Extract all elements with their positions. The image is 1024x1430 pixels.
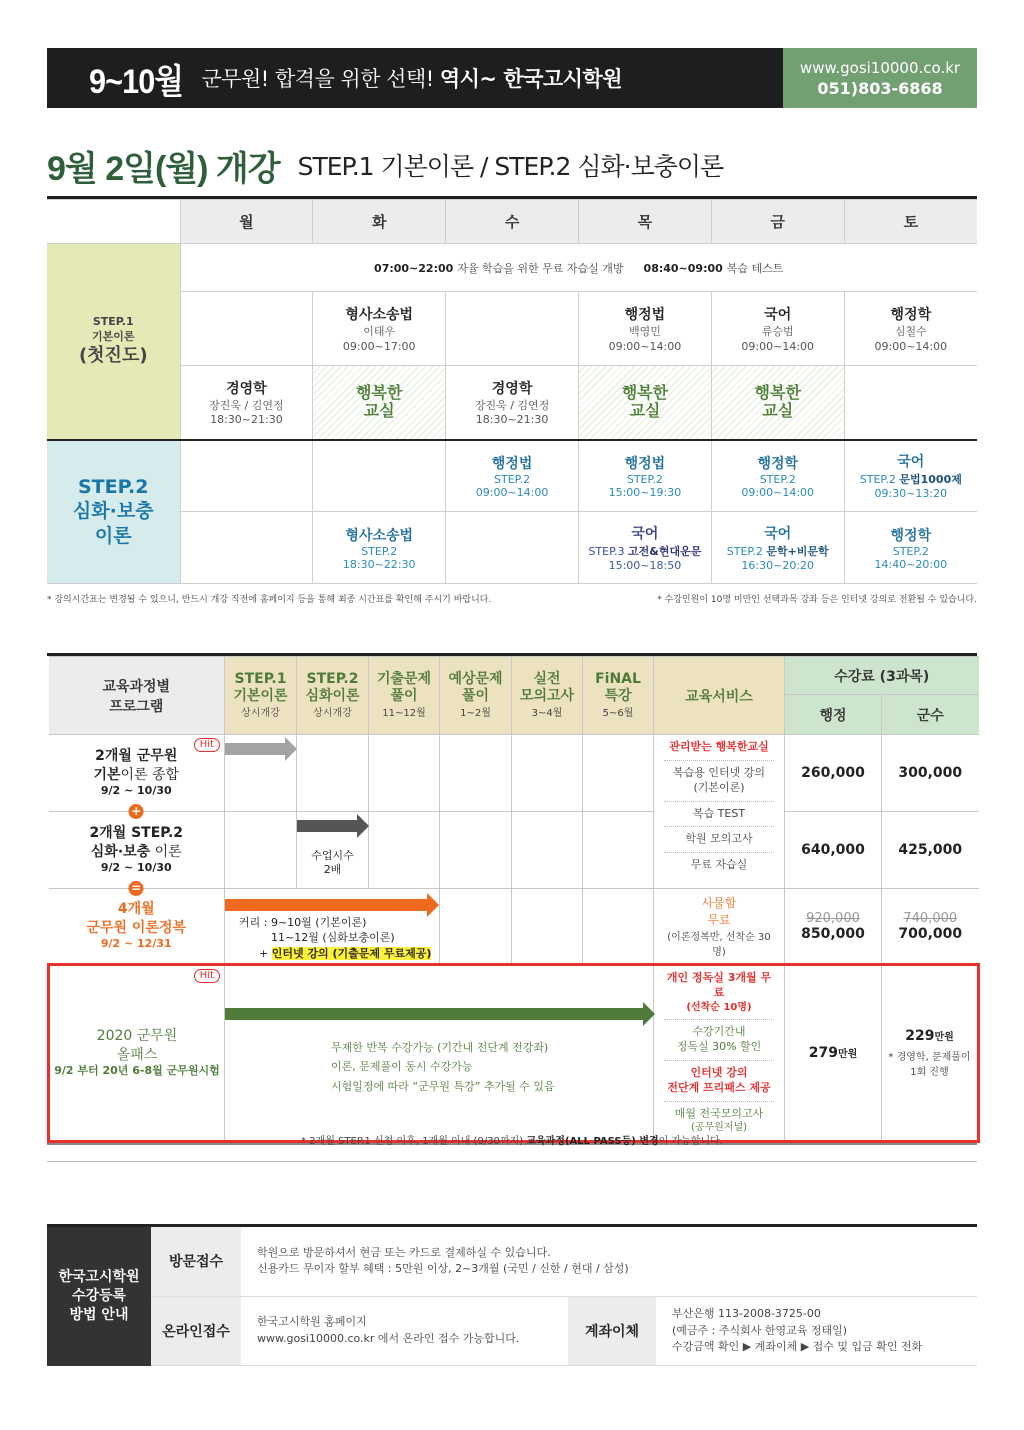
class-subject: 국어 (897, 454, 925, 471)
happy-label: 교실 (363, 401, 395, 421)
step-topic: 고전&현대운문 (628, 545, 702, 558)
side-line: 방법 안내 (69, 1306, 129, 1323)
timeline-cell (583, 812, 654, 889)
equals-icon: = (129, 881, 144, 896)
fee-admin (785, 889, 882, 965)
registration-side-label (47, 1227, 151, 1366)
class-time: 09:00~17:00 (342, 339, 416, 353)
service-header: 교육서비스 (654, 657, 785, 735)
note-line: * 경영학, 문제풀이 (888, 1051, 971, 1063)
plus-icon: + (129, 804, 144, 819)
program-name: 올패스 (116, 1046, 158, 1063)
class-cell (578, 440, 711, 512)
hit-badge: Hit (194, 738, 220, 752)
class-time: 09:00~14:00 (741, 339, 815, 353)
timeline-cell (512, 889, 583, 965)
service-item: 무료 자습실 (690, 858, 748, 872)
service-item (664, 761, 774, 802)
visit-line: 신용카드 무이자 할부 혜택 : 5만원 이상, 2~3개월 (국민 / 신한 / 현대 / 삼성) (257, 1262, 629, 1276)
class-time: 09:30~13:20 (874, 487, 948, 501)
stage-title: 특강 (604, 687, 632, 704)
stage-period: 11~12월 (382, 708, 426, 720)
step1-label-line: 기본이론 (91, 329, 135, 343)
program-name-bold: 기본 (93, 766, 121, 783)
program-date: 9/2 부터 20년 6-8월 군무원시험 (54, 1064, 220, 1078)
program-name-line (91, 844, 182, 860)
fee-header: 수강료 (3과목) (785, 657, 979, 695)
header-line: 프로그램 (109, 698, 164, 715)
timeline-cell (440, 812, 512, 889)
day-mon: 월 (180, 200, 313, 244)
class-subject: 경영학 (226, 381, 267, 398)
old-price: 740,000 (903, 910, 958, 926)
step-tag: STEP.2 (726, 545, 763, 558)
stage-title: 기출문제 (376, 670, 432, 687)
arrow-right-icon (297, 820, 357, 832)
visit-line: 학원으로 방문하셔서 현금 또는 카드로 결제하실 수 있습니다. (257, 1245, 551, 1259)
stage-title: STEP.1 (234, 670, 287, 687)
highlighted-text: 인터넷 강의 (기출문제 무료제공) (271, 946, 432, 960)
visit-text (241, 1227, 977, 1296)
step2-row-evening (47, 512, 977, 584)
stage-period: 1~2월 (460, 708, 491, 720)
program-date: 9/2 ~ 10/30 (100, 784, 172, 798)
price-amount: 229 (905, 1027, 935, 1044)
class-time: 16:30~20:20 (741, 559, 815, 572)
class-time: 18:30~22:30 (342, 557, 416, 571)
program-footnote (47, 1132, 977, 1162)
class-cell (711, 512, 844, 584)
notice-time: 07:00~22:00 (374, 261, 454, 275)
banner-contact (783, 48, 977, 108)
timeline-cell (583, 735, 654, 812)
class-cell (313, 292, 446, 366)
sale-price: 850,000 (801, 925, 865, 942)
note-line: 1회 진행 (910, 1066, 949, 1078)
service-line: (기본이론) (693, 780, 745, 794)
empty-cell (180, 440, 313, 512)
service-item (664, 1020, 774, 1061)
class-teacher: 장진욱 / 김연정 (474, 399, 550, 413)
fee-military: 300,000 (882, 735, 979, 812)
happy-classroom-cell (711, 366, 844, 440)
allpass-description (331, 1038, 555, 1096)
fee-admin: 260,000 (785, 735, 882, 812)
phone-number[interactable]: 051)803-6868 (817, 78, 943, 98)
schedule-note-right: * 수강인원이 10명 미만인 선택과목 강좌 등은 인터넷 강의로 전환될 수 있습니다. (657, 595, 977, 605)
happy-classroom-cell (313, 366, 446, 440)
bank-line: 수강금액 확인 ▶ 계좌이체 ▶ 접수 및 입금 확인 전화 (672, 1340, 923, 1353)
happy-label: 교실 (762, 401, 794, 421)
service-line: 사물함 (701, 896, 737, 910)
stage-title: 실전 (533, 670, 561, 687)
program-row (49, 812, 979, 889)
stage-period: 상시개강 (313, 708, 352, 720)
banner-headline (47, 48, 783, 108)
old-price: 920,000 (806, 910, 860, 926)
class-subject: 행정법 (624, 307, 666, 324)
desc-line: 무제한 반복 수강가능 (기간내 전단계 전강좌) (331, 1041, 549, 1054)
class-step: STEP.2 (361, 544, 398, 558)
fee-military: 425,000 (882, 812, 979, 889)
happy-label: 행복한 (621, 382, 669, 402)
timeline-cell (512, 812, 583, 889)
step2-row-day (47, 440, 977, 512)
visit-registration (151, 1227, 977, 1297)
service-line: (선착순 10명) (686, 1001, 752, 1013)
class-step (579, 543, 711, 559)
class-time: 09:00~14:00 (741, 485, 815, 499)
desc-line: 시험일정에 따라 “군무원 특강” 추가될 수 있음 (331, 1079, 555, 1093)
program-name-cell (49, 965, 225, 1142)
side-line: 수강등록 (71, 1288, 127, 1305)
class-subject: 행정법 (491, 455, 533, 472)
class-subject: 경영학 (491, 381, 533, 398)
class-step: STEP.2 (759, 472, 796, 486)
class-time: 18:30~21:30 (475, 413, 549, 427)
banner-slogan (201, 63, 622, 93)
timeline-note: 2배 (323, 863, 342, 876)
weekly-schedule-table (47, 196, 977, 584)
timeline-cell (440, 889, 512, 965)
allpass-row (49, 965, 979, 1142)
class-step (845, 471, 977, 487)
timeline-cell (297, 735, 369, 812)
empty-cell (844, 366, 977, 440)
program-table (47, 653, 977, 1145)
class-time: 09:00~14:00 (608, 339, 682, 353)
stage-header (297, 657, 369, 735)
class-subject: 형사소송법 (345, 307, 414, 324)
program-name-rest: 이론 (150, 843, 182, 860)
study-room-notice-row (47, 244, 977, 292)
banner-slogan-bold: 역시~ 한국고시학원 (439, 67, 623, 91)
curriculum-text (239, 915, 431, 961)
class-subject: 행정법 (624, 455, 666, 472)
class-step: STEP.2 (494, 472, 531, 486)
fee-military-header: 군수 (882, 695, 979, 735)
title-subtitle: STEP.1 기본이론 / STEP.2 심화·보충이론 (297, 152, 724, 181)
schedule-header-row (47, 200, 977, 244)
page-title (47, 140, 977, 190)
class-teacher: 이태우 (363, 325, 396, 339)
day-thu: 목 (578, 200, 711, 244)
stage-period: 3~4월 (531, 708, 563, 720)
class-step (712, 543, 844, 559)
program-header-row (49, 657, 979, 695)
price-note (882, 1048, 977, 1078)
class-subject: 행정학 (757, 455, 799, 472)
class-teacher: 심철수 (894, 325, 927, 339)
timeline-cell (297, 812, 369, 889)
price-amount: 279 (808, 1044, 838, 1061)
registration-guide (47, 1224, 977, 1366)
sale-price: 700,000 (898, 925, 963, 942)
footnote-text: * 2개월 STEP.1 신청 이후, 1개월 이내 (9/30까지) (301, 1136, 527, 1147)
step-tag: STEP.2 (859, 473, 896, 487)
stage-title: STEP.2 (306, 670, 359, 687)
class-cell (578, 292, 711, 366)
service-line: 인터넷 강의 (690, 1065, 748, 1079)
class-subject: 국어 (631, 526, 659, 542)
timeline-cell (225, 965, 654, 1142)
service-line: 개인 정독실 3개월 무료 (666, 971, 772, 999)
program-name-rest: 이론 종합 (120, 766, 180, 783)
timeline-cell (512, 735, 583, 812)
step2-label-line: 이론 (94, 525, 132, 548)
bank-line: (예금주 : 주식회사 한영교육 정태일) (672, 1323, 848, 1337)
stage-period: 5~6월 (602, 708, 634, 720)
program-name: 2개월 군무원 (95, 747, 178, 764)
program-name-cell (49, 735, 225, 818)
empty-cell (313, 440, 446, 512)
program-row (49, 889, 979, 965)
empty-cell (180, 512, 313, 584)
empty-cell (446, 512, 579, 584)
class-time: 15:00~18:50 (608, 559, 682, 572)
plus-sign: + (259, 946, 272, 960)
class-subject: 행정학 (890, 307, 932, 324)
registration-body (151, 1227, 977, 1366)
step2-label (47, 440, 180, 584)
timeline-cell (583, 889, 654, 965)
service-line: 매월 전국모의고사 (674, 1106, 764, 1120)
online-line: 한국고시학원 홈페이지 (257, 1315, 367, 1329)
timeline-cell (369, 735, 440, 812)
step1-label-line: (첫진도) (78, 344, 148, 366)
service-item (664, 966, 774, 1020)
notice-text: 자율 학습을 위한 무료 자습실 개방 (457, 261, 624, 275)
stage-title: FiNAL (595, 670, 641, 687)
curriculum-line (239, 946, 431, 961)
class-subject: 국어 (764, 526, 792, 542)
fee-military (882, 889, 979, 965)
step1-row-evening (47, 366, 977, 440)
fee-admin (785, 965, 882, 1142)
step1-label-line: STEP.1 (92, 315, 134, 329)
service-line: (이론정복반, 선착순 30명) (667, 932, 771, 958)
online-link[interactable]: www.gosi10000.co.kr 에서 온라인 접수 가능합니다. (257, 1331, 520, 1345)
program-date: 9/2 ~ 12/31 (100, 937, 172, 951)
website-link[interactable]: www.gosi10000.co.kr (799, 58, 961, 77)
class-teacher: 백영민 (628, 325, 661, 339)
program-name: 2개월 STEP.2 (89, 824, 184, 841)
online-text (241, 1297, 568, 1366)
stage-header (583, 657, 654, 735)
timeline-cell (225, 812, 297, 889)
banner-month: 9~10월 (89, 62, 183, 101)
timeline-cell (225, 889, 440, 965)
class-subject: 행정학 (890, 527, 932, 544)
opening-date: 9월 2일(월) 개강 (47, 149, 280, 188)
program-name-cell (49, 812, 225, 895)
study-room-notice (180, 244, 977, 292)
schedule-notes (47, 592, 977, 605)
program-name: 군무원 이론정복 (86, 919, 187, 936)
day-sat: 토 (844, 200, 977, 244)
program-name-bold: 심화·보충 (90, 843, 151, 860)
service-line: 전단계 프리패스 제공 (667, 1080, 771, 1094)
bank-line: 부산은행 113-2008-3725-00 (672, 1307, 821, 1320)
class-cell (180, 366, 313, 440)
price-unit: 만원 (934, 1031, 954, 1043)
class-cell (844, 512, 977, 584)
arrow-right-icon (225, 899, 427, 911)
class-cell (313, 512, 446, 584)
stage-period: 상시개강 (241, 708, 280, 720)
empty-cell (446, 292, 579, 366)
fee-military (882, 965, 979, 1142)
class-cell (844, 440, 977, 512)
stage-title: 기본이론 (233, 687, 288, 704)
empty-cell (180, 292, 313, 366)
service-item: 학원 모의고사 (664, 827, 774, 853)
curriculum-line: 커리 : 9~10월 (기본이론) (239, 916, 367, 929)
notice-text: 복습 테스트 (726, 261, 784, 275)
visit-label: 방문접수 (151, 1227, 241, 1296)
footnote-bold: 교육과정(ALL PASS등) 변경 (526, 1136, 659, 1147)
timeline-cell (369, 812, 440, 889)
stage-header (440, 657, 512, 735)
class-cell (711, 292, 844, 366)
step-topic: 문법1000제 (899, 473, 962, 487)
side-line: 한국고시학원 (58, 1269, 140, 1286)
fee-admin: 640,000 (785, 812, 882, 889)
program-row (49, 735, 979, 812)
online-registration (151, 1297, 977, 1367)
service-line: 수강기간내 (692, 1025, 746, 1039)
day-wed: 수 (446, 200, 579, 244)
service-item: 복습 TEST (664, 802, 774, 828)
class-time: 15:00~19:30 (608, 485, 682, 499)
class-teacher: 류승범 (761, 325, 794, 339)
service-list (654, 889, 785, 965)
class-time: 09:00~14:00 (874, 339, 948, 353)
happy-classroom-cell (578, 366, 711, 440)
service-list (654, 965, 785, 1142)
class-cell (446, 366, 579, 440)
happy-label: 행복한 (356, 382, 403, 402)
notice-time: 08:40~09:00 (643, 261, 723, 275)
class-time: 18:30~21:30 (210, 413, 283, 427)
day-tue: 화 (313, 200, 446, 244)
class-step: STEP.2 (892, 544, 929, 558)
class-cell (446, 440, 579, 512)
step-tag: STEP.3 (588, 545, 625, 558)
class-cell (711, 440, 844, 512)
program-name-cell (49, 889, 225, 965)
stage-title: 예상문제 (448, 670, 503, 687)
class-step: STEP.2 (626, 472, 663, 486)
bank-transfer-text (656, 1297, 977, 1366)
top-banner (47, 48, 977, 108)
schedule-corner (47, 200, 180, 244)
desc-line: 이론, 문제풀이 동시 수강가능 (331, 1060, 473, 1074)
service-line: (공무원저널) (690, 1122, 748, 1134)
step1-row-day (47, 292, 977, 366)
timeline-cell (440, 735, 512, 812)
arrow-right-icon (225, 1008, 643, 1020)
class-cell (578, 512, 711, 584)
step2-label-line: STEP.2 (78, 475, 149, 498)
service-list (654, 735, 785, 889)
class-time: 09:00~14:00 (475, 485, 549, 499)
class-time: 14:40~20:00 (874, 557, 948, 571)
program-name-line (93, 767, 179, 783)
service-line: 무료 (707, 913, 731, 927)
class-teacher: 장진욱 / 김연정 (209, 399, 284, 413)
step1-label (47, 244, 180, 440)
step-topic: 문학+비문학 (766, 545, 829, 558)
service-item: 관리받는 행복한교실 (664, 735, 774, 761)
stage-title: 심화이론 (305, 687, 360, 704)
bank-transfer-label: 계좌이체 (568, 1297, 656, 1366)
day-fri: 금 (711, 200, 844, 244)
program-date: 9/2 ~ 10/30 (100, 861, 172, 875)
stage-header (512, 657, 583, 735)
arrow-right-icon (225, 743, 285, 755)
stage-header (225, 657, 297, 735)
hit-badge: Hit (194, 969, 220, 983)
fee-admin-header: 행정 (785, 695, 882, 735)
online-label: 온라인접수 (151, 1297, 241, 1366)
program-name: 4개월 (117, 900, 155, 917)
program-column-header (49, 657, 225, 735)
happy-label: 행복한 (754, 382, 801, 402)
happy-label: 교실 (629, 401, 661, 421)
footnote-text: 이 가능합니다. (658, 1136, 723, 1147)
stage-header (369, 657, 440, 735)
stage-title: 풀이 (390, 687, 418, 704)
timeline-note: 수업시수 (311, 848, 354, 862)
class-subject: 형사소송법 (345, 527, 414, 544)
stage-title: 모의고사 (519, 687, 575, 704)
service-item (664, 1061, 774, 1102)
class-subject: 국어 (764, 307, 792, 324)
curriculum-line: 11~12월 (심화보충이론) (271, 931, 395, 945)
step2-label-line: 심화·보충 (72, 500, 154, 523)
price-unit: 만원 (837, 1048, 858, 1060)
service-line: 정독실 30% 할인 (676, 1040, 762, 1054)
program-name: 2020 군무원 (96, 1027, 178, 1044)
stage-title: 풀이 (461, 687, 490, 704)
header-line: 교육과정별 (102, 678, 171, 695)
class-cell (844, 292, 977, 366)
banner-slogan-plain: 군무원! 합격을 위한 선택! (201, 67, 440, 91)
timeline-cell (225, 735, 297, 812)
schedule-note-left: * 강의시간표는 변경될 수 있으니, 반드시 개강 직전에 홈페이지 등을 통해 최종 시간표를 확인해 주시기 바랍니다. (47, 595, 492, 605)
service-line: 복습용 인터넷 강의 (672, 765, 765, 779)
